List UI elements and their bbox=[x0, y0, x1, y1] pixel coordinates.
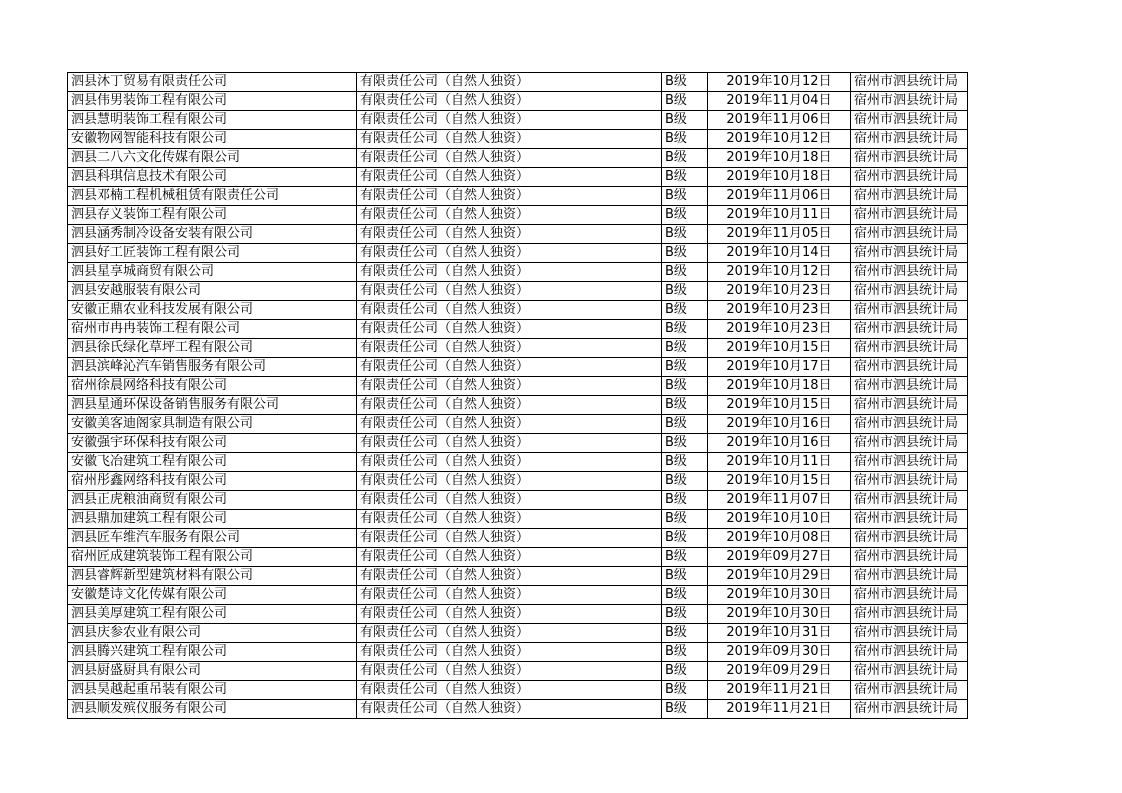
credit-grade-cell: B级 bbox=[662, 453, 708, 472]
table-row bbox=[68, 358, 968, 377]
authority-cell: 宿州市泗县统计局 bbox=[851, 377, 968, 396]
rating-date-cell: 2019年10月31日 bbox=[708, 624, 851, 643]
rating-date-cell: 2019年10月15日 bbox=[708, 396, 851, 415]
credit-grade-cell: B级 bbox=[662, 130, 708, 149]
table-row bbox=[68, 282, 968, 301]
authority-cell: 宿州市泗县统计局 bbox=[851, 567, 968, 586]
credit-grade-cell: B级 bbox=[662, 586, 708, 605]
rating-date-cell: 2019年10月16日 bbox=[708, 434, 851, 453]
company-type-cell: 有限责任公司（自然人独资） bbox=[357, 700, 662, 719]
authority-cell: 宿州市泗县统计局 bbox=[851, 244, 968, 263]
company-type-cell: 有限责任公司（自然人独资） bbox=[357, 624, 662, 643]
credit-grade-cell: B级 bbox=[662, 339, 708, 358]
credit-grade-cell: B级 bbox=[662, 643, 708, 662]
company-name-cell: 安徽楚诗文化传媒有限公司 bbox=[68, 586, 357, 605]
company-name-cell: 泗县匠车维汽车服务有限公司 bbox=[68, 529, 357, 548]
company-type-cell: 有限责任公司（自然人独资） bbox=[357, 510, 662, 529]
company-type-cell: 有限责任公司（自然人独资） bbox=[357, 491, 662, 510]
authority-cell: 宿州市泗县统计局 bbox=[851, 453, 968, 472]
authority-cell: 宿州市泗县统计局 bbox=[851, 282, 968, 301]
table-row bbox=[68, 92, 968, 111]
company-type-cell: 有限责任公司（自然人独资） bbox=[357, 681, 662, 700]
rating-date-cell: 2019年09月29日 bbox=[708, 662, 851, 681]
company-name-cell: 宿州彤鑫网络科技有限公司 bbox=[68, 472, 357, 491]
credit-grade-cell: B级 bbox=[662, 548, 708, 567]
company-name-cell: 安徽强宇环保科技有限公司 bbox=[68, 434, 357, 453]
authority-cell: 宿州市泗县统计局 bbox=[851, 320, 968, 339]
company-name-cell: 泗县安越服装有限公司 bbox=[68, 282, 357, 301]
table-row bbox=[68, 130, 968, 149]
authority-cell: 宿州市泗县统计局 bbox=[851, 73, 968, 92]
company-name-cell: 宿州匠成建筑装饰工程有限公司 bbox=[68, 548, 357, 567]
company-name-cell: 泗县好工匠装饰工程有限公司 bbox=[68, 244, 357, 263]
company-name-cell: 宿州徐晨网络科技有限公司 bbox=[68, 377, 357, 396]
company-type-cell: 有限责任公司（自然人独资） bbox=[357, 662, 662, 681]
company-type-cell: 有限责任公司（自然人独资） bbox=[357, 358, 662, 377]
company-type-cell: 有限责任公司（自然人独资） bbox=[357, 339, 662, 358]
table-row bbox=[68, 396, 968, 415]
company-type-cell: 有限责任公司（自然人独资） bbox=[357, 130, 662, 149]
table-row bbox=[68, 434, 968, 453]
authority-cell: 宿州市泗县统计局 bbox=[851, 111, 968, 130]
company-type-cell: 有限责任公司（自然人独资） bbox=[357, 396, 662, 415]
authority-cell: 宿州市泗县统计局 bbox=[851, 605, 968, 624]
company-name-cell: 泗县存义装饰工程有限公司 bbox=[68, 206, 357, 225]
rating-date-cell: 2019年11月07日 bbox=[708, 491, 851, 510]
authority-cell: 宿州市泗县统计局 bbox=[851, 510, 968, 529]
company-type-cell: 有限责任公司（自然人独资） bbox=[357, 377, 662, 396]
table-row bbox=[68, 605, 968, 624]
rating-date-cell: 2019年10月12日 bbox=[708, 73, 851, 92]
table-row bbox=[68, 586, 968, 605]
rating-date-cell: 2019年10月18日 bbox=[708, 168, 851, 187]
company-name-cell: 泗县沐丁贸易有限责任公司 bbox=[68, 73, 357, 92]
rating-date-cell: 2019年10月23日 bbox=[708, 282, 851, 301]
company-name-cell: 泗县腾兴建筑工程有限公司 bbox=[68, 643, 357, 662]
credit-grade-cell: B级 bbox=[662, 491, 708, 510]
credit-grade-cell: B级 bbox=[662, 396, 708, 415]
table-row bbox=[68, 567, 968, 586]
table-row bbox=[68, 244, 968, 263]
authority-cell: 宿州市泗县统计局 bbox=[851, 149, 968, 168]
company-type-cell: 有限责任公司（自然人独资） bbox=[357, 263, 662, 282]
company-name-cell: 泗县星通环保设备销售服务有限公司 bbox=[68, 396, 357, 415]
table-row bbox=[68, 700, 968, 719]
credit-grade-cell: B级 bbox=[662, 510, 708, 529]
company-type-cell: 有限责任公司（自然人独资） bbox=[357, 225, 662, 244]
credit-grade-cell: B级 bbox=[662, 529, 708, 548]
company-name-cell: 泗县涵秀制冷设备安装有限公司 bbox=[68, 225, 357, 244]
credit-grade-cell: B级 bbox=[662, 605, 708, 624]
rating-date-cell: 2019年10月11日 bbox=[708, 206, 851, 225]
authority-cell: 宿州市泗县统计局 bbox=[851, 434, 968, 453]
rating-date-cell: 2019年11月21日 bbox=[708, 700, 851, 719]
credit-grade-cell: B级 bbox=[662, 301, 708, 320]
credit-grade-cell: B级 bbox=[662, 282, 708, 301]
authority-cell: 宿州市泗县统计局 bbox=[851, 586, 968, 605]
table-row bbox=[68, 529, 968, 548]
authority-cell: 宿州市泗县统计局 bbox=[851, 529, 968, 548]
company-name-cell: 泗县慧明装饰工程有限公司 bbox=[68, 111, 357, 130]
rating-date-cell: 2019年10月15日 bbox=[708, 472, 851, 491]
rating-date-cell: 2019年10月30日 bbox=[708, 586, 851, 605]
authority-cell: 宿州市泗县统计局 bbox=[851, 396, 968, 415]
rating-date-cell: 2019年10月10日 bbox=[708, 510, 851, 529]
table-row bbox=[68, 320, 968, 339]
rating-date-cell: 2019年10月12日 bbox=[708, 263, 851, 282]
company-type-cell: 有限责任公司（自然人独资） bbox=[357, 548, 662, 567]
table-row bbox=[68, 377, 968, 396]
company-type-cell: 有限责任公司（自然人独资） bbox=[357, 92, 662, 111]
company-name-cell: 泗县二八六文化传媒有限公司 bbox=[68, 149, 357, 168]
rating-date-cell: 2019年10月23日 bbox=[708, 301, 851, 320]
table-row bbox=[68, 472, 968, 491]
company-name-cell: 泗县伟男装饰工程有限公司 bbox=[68, 92, 357, 111]
table-row bbox=[68, 263, 968, 282]
company-type-cell: 有限责任公司（自然人独资） bbox=[357, 111, 662, 130]
company-type-cell: 有限责任公司（自然人独资） bbox=[357, 206, 662, 225]
authority-cell: 宿州市泗县统计局 bbox=[851, 700, 968, 719]
company-name-cell: 泗县鼎加建筑工程有限公司 bbox=[68, 510, 357, 529]
company-name-cell: 安徽正鼎农业科技发展有限公司 bbox=[68, 301, 357, 320]
authority-cell: 宿州市泗县统计局 bbox=[851, 662, 968, 681]
table-body bbox=[68, 73, 968, 719]
credit-grade-cell: B级 bbox=[662, 187, 708, 206]
authority-cell: 宿州市泗县统计局 bbox=[851, 358, 968, 377]
authority-cell: 宿州市泗县统计局 bbox=[851, 225, 968, 244]
company-type-cell: 有限责任公司（自然人独资） bbox=[357, 187, 662, 206]
company-name-cell: 泗县邓楠工程机械租赁有限责任公司 bbox=[68, 187, 357, 206]
credit-grade-cell: B级 bbox=[662, 434, 708, 453]
table-row bbox=[68, 301, 968, 320]
rating-date-cell: 2019年10月11日 bbox=[708, 453, 851, 472]
credit-grade-cell: B级 bbox=[662, 244, 708, 263]
company-type-cell: 有限责任公司（自然人独资） bbox=[357, 586, 662, 605]
rating-date-cell: 2019年10月29日 bbox=[708, 567, 851, 586]
company-type-cell: 有限责任公司（自然人独资） bbox=[357, 472, 662, 491]
table-row bbox=[68, 149, 968, 168]
authority-cell: 宿州市泗县统计局 bbox=[851, 548, 968, 567]
table-row bbox=[68, 206, 968, 225]
company-name-cell: 泗县睿辉新型建筑材料有限公司 bbox=[68, 567, 357, 586]
rating-date-cell: 2019年10月17日 bbox=[708, 358, 851, 377]
company-name-cell: 泗县星享城商贸有限公司 bbox=[68, 263, 357, 282]
rating-date-cell: 2019年10月15日 bbox=[708, 339, 851, 358]
company-name-cell: 泗县美厚建筑工程有限公司 bbox=[68, 605, 357, 624]
table-row bbox=[68, 225, 968, 244]
table-row bbox=[68, 491, 968, 510]
table-row bbox=[68, 624, 968, 643]
credit-grade-cell: B级 bbox=[662, 149, 708, 168]
table-row bbox=[68, 548, 968, 567]
table-row bbox=[68, 111, 968, 130]
table-row bbox=[68, 415, 968, 434]
rating-date-cell: 2019年10月23日 bbox=[708, 320, 851, 339]
company-name-cell: 泗县昊越起重吊装有限公司 bbox=[68, 681, 357, 700]
company-name-cell: 安徽物网智能科技有限公司 bbox=[68, 130, 357, 149]
table-row bbox=[68, 168, 968, 187]
company-name-cell: 泗县滨峰沁汽车销售服务有限公司 bbox=[68, 358, 357, 377]
table-row bbox=[68, 643, 968, 662]
rating-date-cell: 2019年11月05日 bbox=[708, 225, 851, 244]
credit-grade-cell: B级 bbox=[662, 168, 708, 187]
company-type-cell: 有限责任公司（自然人独资） bbox=[357, 301, 662, 320]
rating-date-cell: 2019年10月12日 bbox=[708, 130, 851, 149]
credit-grade-cell: B级 bbox=[662, 92, 708, 111]
credit-grade-cell: B级 bbox=[662, 320, 708, 339]
company-name-cell: 安徽飞冶建筑工程有限公司 bbox=[68, 453, 357, 472]
credit-grade-cell: B级 bbox=[662, 472, 708, 491]
rating-date-cell: 2019年09月27日 bbox=[708, 548, 851, 567]
authority-cell: 宿州市泗县统计局 bbox=[851, 168, 968, 187]
rating-date-cell: 2019年11月04日 bbox=[708, 92, 851, 111]
credit-rating-table bbox=[67, 72, 968, 719]
company-name-cell: 安徽美客迪阁家具制造有限公司 bbox=[68, 415, 357, 434]
company-name-cell: 泗县庆参农业有限公司 bbox=[68, 624, 357, 643]
authority-cell: 宿州市泗县统计局 bbox=[851, 681, 968, 700]
authority-cell: 宿州市泗县统计局 bbox=[851, 491, 968, 510]
company-type-cell: 有限责任公司（自然人独资） bbox=[357, 73, 662, 92]
company-type-cell: 有限责任公司（自然人独资） bbox=[357, 168, 662, 187]
authority-cell: 宿州市泗县统计局 bbox=[851, 339, 968, 358]
rating-date-cell: 2019年11月21日 bbox=[708, 681, 851, 700]
company-name-cell: 泗县正虎粮油商贸有限公司 bbox=[68, 491, 357, 510]
company-type-cell: 有限责任公司（自然人独资） bbox=[357, 415, 662, 434]
table-row bbox=[68, 662, 968, 681]
credit-grade-cell: B级 bbox=[662, 73, 708, 92]
credit-grade-cell: B级 bbox=[662, 700, 708, 719]
credit-grade-cell: B级 bbox=[662, 567, 708, 586]
rating-date-cell: 2019年10月18日 bbox=[708, 377, 851, 396]
rating-date-cell: 2019年10月14日 bbox=[708, 244, 851, 263]
company-type-cell: 有限责任公司（自然人独资） bbox=[357, 149, 662, 168]
rating-date-cell: 2019年10月18日 bbox=[708, 149, 851, 168]
credit-grade-cell: B级 bbox=[662, 415, 708, 434]
company-type-cell: 有限责任公司（自然人独资） bbox=[357, 605, 662, 624]
company-type-cell: 有限责任公司（自然人独资） bbox=[357, 529, 662, 548]
company-name-cell: 泗县徐氏绿化草坪工程有限公司 bbox=[68, 339, 357, 358]
authority-cell: 宿州市泗县统计局 bbox=[851, 263, 968, 282]
authority-cell: 宿州市泗县统计局 bbox=[851, 206, 968, 225]
company-type-cell: 有限责任公司（自然人独资） bbox=[357, 320, 662, 339]
table-row bbox=[68, 453, 968, 472]
rating-date-cell: 2019年10月08日 bbox=[708, 529, 851, 548]
company-type-cell: 有限责任公司（自然人独资） bbox=[357, 643, 662, 662]
authority-cell: 宿州市泗县统计局 bbox=[851, 415, 968, 434]
company-name-cell: 宿州市冉冉装饰工程有限公司 bbox=[68, 320, 357, 339]
authority-cell: 宿州市泗县统计局 bbox=[851, 624, 968, 643]
rating-date-cell: 2019年11月06日 bbox=[708, 111, 851, 130]
rating-date-cell: 2019年10月16日 bbox=[708, 415, 851, 434]
company-type-cell: 有限责任公司（自然人独资） bbox=[357, 282, 662, 301]
authority-cell: 宿州市泗县统计局 bbox=[851, 643, 968, 662]
credit-grade-cell: B级 bbox=[662, 624, 708, 643]
credit-grade-cell: B级 bbox=[662, 358, 708, 377]
authority-cell: 宿州市泗县统计局 bbox=[851, 187, 968, 206]
authority-cell: 宿州市泗县统计局 bbox=[851, 472, 968, 491]
company-name-cell: 泗县顺发殡仪服务有限公司 bbox=[68, 700, 357, 719]
table-row bbox=[68, 681, 968, 700]
company-type-cell: 有限责任公司（自然人独资） bbox=[357, 434, 662, 453]
credit-grade-cell: B级 bbox=[662, 111, 708, 130]
credit-grade-cell: B级 bbox=[662, 681, 708, 700]
rating-date-cell: 2019年11月06日 bbox=[708, 187, 851, 206]
table-row bbox=[68, 339, 968, 358]
credit-grade-cell: B级 bbox=[662, 662, 708, 681]
table-row bbox=[68, 510, 968, 529]
credit-grade-cell: B级 bbox=[662, 206, 708, 225]
authority-cell: 宿州市泗县统计局 bbox=[851, 301, 968, 320]
credit-grade-cell: B级 bbox=[662, 263, 708, 282]
table-row bbox=[68, 73, 968, 92]
company-name-cell: 泗县科琪信息技术有限公司 bbox=[68, 168, 357, 187]
company-type-cell: 有限责任公司（自然人独资） bbox=[357, 567, 662, 586]
company-name-cell: 泗县厨盛厨具有限公司 bbox=[68, 662, 357, 681]
credit-grade-cell: B级 bbox=[662, 377, 708, 396]
company-type-cell: 有限责任公司（自然人独资） bbox=[357, 453, 662, 472]
rating-date-cell: 2019年09月30日 bbox=[708, 643, 851, 662]
authority-cell: 宿州市泗县统计局 bbox=[851, 130, 968, 149]
table-row bbox=[68, 187, 968, 206]
rating-date-cell: 2019年10月30日 bbox=[708, 605, 851, 624]
authority-cell: 宿州市泗县统计局 bbox=[851, 92, 968, 111]
company-type-cell: 有限责任公司（自然人独资） bbox=[357, 244, 662, 263]
credit-grade-cell: B级 bbox=[662, 225, 708, 244]
